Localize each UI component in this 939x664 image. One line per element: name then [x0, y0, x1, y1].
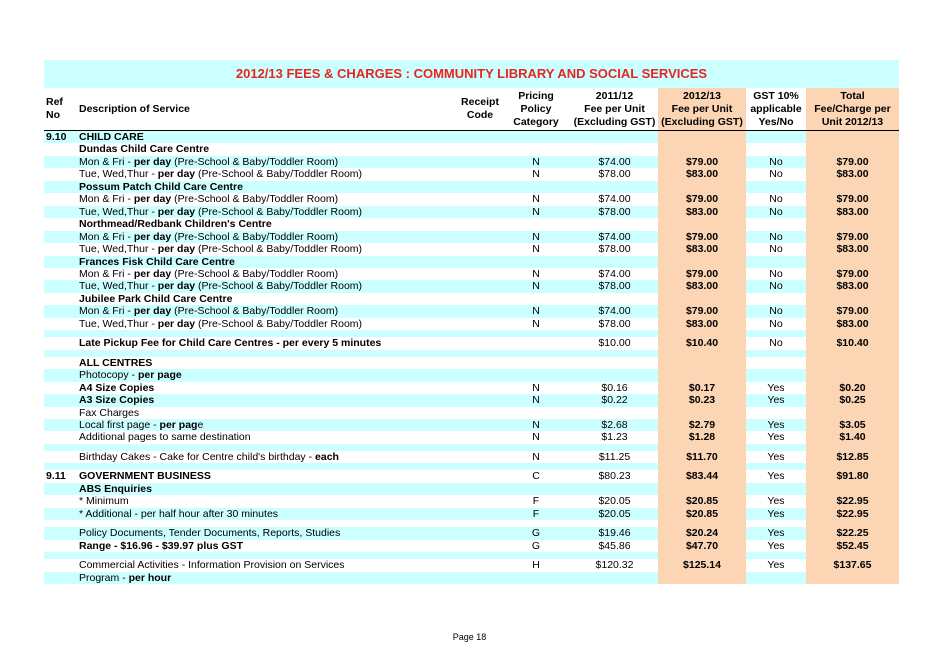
fee-row: [44, 193, 899, 205]
total-cell: $83.00: [806, 280, 899, 292]
total-cell: $79.00: [806, 156, 899, 168]
description-cell: Policy Documents, Tender Documents, Reports, Studies: [75, 527, 459, 539]
description-cell: Program - per hour: [75, 572, 459, 584]
gst-cell: No: [769, 267, 783, 280]
gst-cell: Yes: [746, 508, 806, 520]
fee-2012-cell: $1.28: [658, 431, 746, 443]
fee-2012-cell: $83.00: [658, 206, 746, 218]
description-cell: Tue, Wed,Thur - per day (Pre-School & Baby/Toddler Room): [79, 168, 363, 181]
fee-2012-cell: $10.40: [658, 337, 746, 349]
fee-row: [44, 231, 899, 243]
gst-cell: Yes: [746, 527, 806, 539]
category-cell: N: [501, 156, 571, 168]
description-cell: Frances Fisk Child Care Centre: [75, 256, 459, 268]
fee-2011-cell: $45.86: [598, 539, 631, 552]
subheading-row: [44, 369, 899, 381]
description-cell: Tue, Wed,Thur - per day (Pre-School & Baby/Toddler Room): [79, 243, 363, 256]
fee-2011-cell: $0.22: [571, 394, 658, 406]
description-cell: Northmead/Redbank Children's Centre: [79, 218, 272, 231]
description-cell: Commercial Activities - Information Provision on Services: [79, 559, 345, 572]
fee-row: [44, 280, 899, 292]
total-cell: $79.00: [806, 305, 899, 317]
description-cell: Fax Charges: [79, 406, 140, 419]
fee-2011-cell: $20.05: [571, 508, 658, 520]
fee-2012-cell: $11.70: [658, 451, 746, 463]
description-cell: Tue, Wed,Thur - per day (Pre-School & Baby/Toddler Room): [75, 280, 459, 292]
subheading-row: [44, 293, 899, 305]
fee-row: [44, 305, 899, 317]
subheading-row: [44, 357, 899, 369]
fee-2011-cell: $74.00: [598, 193, 631, 206]
description-cell: Mon & Fri - per day (Pre-School & Baby/Toddler Room): [75, 231, 459, 243]
header-total: Total Fee/Charge per Unit 2012/13: [806, 88, 899, 131]
description-cell: Mon & Fri - per day (Pre-School & Baby/Toddler Room): [75, 156, 459, 168]
page-number: Page 18: [452, 632, 487, 642]
fee-2011-cell: $74.00: [598, 267, 631, 280]
subheading-row: [44, 407, 899, 419]
description-cell: Possum Patch Child Care Centre: [75, 181, 459, 193]
ref-cell: 9.11: [46, 470, 66, 483]
fee-2012-cell: $83.44: [658, 470, 746, 482]
subheading-row: [44, 256, 899, 268]
category-cell: N: [501, 305, 571, 317]
total-cell: $91.80: [806, 470, 899, 482]
spacer-row: [44, 350, 899, 357]
gst-cell: Yes: [767, 559, 785, 572]
fee-2011-cell: $74.00: [571, 305, 658, 317]
category-cell: N: [532, 267, 540, 280]
gst-cell: No: [769, 168, 783, 181]
fee-2012-cell: $20.24: [658, 527, 746, 539]
fee-2012-cell: $83.00: [658, 318, 746, 330]
description-cell: Mon & Fri - per day (Pre-School & Baby/Toddler Room): [79, 267, 339, 280]
fee-2011-cell: $10.00: [598, 337, 631, 350]
category-cell: N: [532, 317, 540, 330]
description-cell: Tue, Wed,Thur - per day (Pre-School & Baby/Toddler Room): [79, 317, 363, 330]
gst-cell: Yes: [767, 381, 785, 394]
fee-2011-cell: $20.05: [598, 495, 631, 508]
description-cell: Local first page - per page: [75, 419, 459, 431]
fee-2012-cell: $83.00: [658, 243, 746, 255]
fee-2011-cell: $11.25: [598, 450, 631, 463]
gst-cell: No: [746, 231, 806, 243]
spacer-row: [44, 463, 899, 470]
fee-2012-cell: $79.00: [658, 305, 746, 317]
description-cell: Mon & Fri - per day (Pre-School & Baby/Toddler Room): [75, 305, 459, 317]
header-ref: Ref No: [44, 88, 75, 131]
fee-row: [44, 508, 899, 520]
fee-row: [44, 431, 899, 443]
total-cell: $10.40: [806, 337, 899, 349]
fee-2012-cell: $0.17: [658, 382, 746, 394]
subheading-row: [44, 218, 899, 230]
category-cell: C: [532, 470, 540, 483]
description-cell: Photocopy - per page: [75, 369, 459, 381]
fee-row: [44, 495, 899, 507]
total-cell: $79.00: [806, 193, 899, 205]
description-cell: Dundas Child Care Centre: [79, 143, 210, 156]
spacer-row: [44, 444, 899, 451]
description-cell: ABS Enquiries: [75, 483, 459, 495]
header-description: Description of Service: [75, 88, 459, 131]
category-cell: N: [501, 280, 571, 292]
gst-cell: No: [746, 206, 806, 218]
total-cell: $52.45: [806, 540, 899, 552]
category-cell: F: [501, 508, 571, 520]
total-cell: $83.00: [806, 243, 899, 255]
total-cell: $83.00: [806, 168, 899, 180]
fee-2012-cell: $83.00: [658, 280, 746, 292]
ref-cell: 9.10: [44, 131, 75, 144]
category-cell: G: [531, 539, 541, 552]
category-cell: N: [532, 193, 540, 206]
description-cell: A4 Size Copies: [79, 381, 155, 394]
fee-2011-cell: $74.00: [571, 156, 658, 168]
fee-row: [44, 540, 899, 552]
fees-sheet: [44, 60, 899, 584]
category-cell: N: [501, 394, 571, 406]
category-cell: N: [532, 243, 540, 256]
header-receipt-code: Receipt Code: [459, 88, 501, 131]
total-cell: $79.00: [806, 231, 899, 243]
total-cell: $22.25: [806, 527, 899, 539]
fee-2012-cell: $0.23: [658, 394, 746, 406]
header-fee-2012: 2012/13 Fee per Unit (Excluding GST): [658, 88, 746, 131]
total-cell: $0.25: [806, 394, 899, 406]
fee-2011-cell: $19.46: [571, 527, 658, 539]
fee-row: [44, 168, 899, 180]
category-cell: G: [501, 527, 571, 539]
fee-row: [44, 394, 899, 406]
section-row: [44, 131, 899, 144]
description-cell: Range - $16.96 - $39.97 plus GST: [79, 539, 243, 552]
gst-cell: No: [746, 305, 806, 317]
subheading-row: [44, 181, 899, 193]
fee-row: [44, 419, 899, 431]
description-cell: Tue, Wed,Thur - per day (Pre-School & Baby/Toddler Room): [75, 206, 459, 218]
fee-2012-cell: $47.70: [658, 540, 746, 552]
category-cell: N: [532, 381, 540, 394]
fee-row: [44, 451, 899, 463]
total-cell: $0.20: [806, 382, 899, 394]
subheading-row: [44, 143, 899, 155]
fee-2011-cell: $78.00: [598, 168, 631, 181]
total-cell: $83.00: [806, 206, 899, 218]
description-cell: Additional pages to same destination: [79, 431, 251, 444]
gst-cell: No: [769, 243, 783, 256]
gst-cell: Yes: [767, 495, 785, 508]
fee-row: [44, 559, 899, 571]
category-cell: F: [532, 495, 540, 508]
section-row: [44, 470, 899, 482]
fee-2011-cell: $78.00: [571, 206, 658, 218]
category-cell: N: [532, 450, 540, 463]
subheading-row: [44, 483, 899, 495]
header-row: [44, 88, 899, 131]
total-cell: $137.65: [806, 559, 899, 571]
fees-table: [44, 88, 899, 584]
description-cell: Jubilee Park Child Care Centre: [79, 292, 233, 305]
fee-row: [44, 337, 899, 349]
gst-cell: Yes: [767, 450, 785, 463]
spacer-row: [44, 330, 899, 337]
total-cell: $22.95: [806, 508, 899, 520]
fee-2012-cell: $79.00: [658, 156, 746, 168]
header-fee-2011: 2011/12 Fee per Unit (Excluding GST): [571, 88, 658, 131]
category-cell: N: [532, 168, 540, 181]
fee-2011-cell: $78.00: [598, 243, 631, 256]
header-gst: GST 10% applicable Yes/No: [746, 88, 806, 131]
gst-cell: Yes: [767, 539, 785, 552]
fee-2011-cell: $78.00: [571, 280, 658, 292]
fee-row: [44, 382, 899, 394]
header-pricing-policy: Pricing Policy Category: [501, 88, 571, 131]
total-cell: $79.00: [806, 268, 899, 280]
description-cell: * Additional - per half hour after 30 minutes: [75, 508, 459, 520]
fee-2011-cell: $120.32: [595, 559, 634, 572]
description-cell: Late Pickup Fee for Child Care Centres - per every 5 minutes: [79, 337, 382, 350]
fee-2011-cell: $0.16: [601, 381, 628, 394]
fee-2011-cell: $2.68: [571, 419, 658, 431]
category-cell: N: [501, 206, 571, 218]
total-cell: $1.40: [806, 431, 899, 443]
fee-row: [44, 318, 899, 330]
description-cell: Birthday Cakes - Cake for Centre child's birthday - each: [79, 450, 339, 463]
gst-cell: Yes: [746, 394, 806, 406]
total-cell: $83.00: [806, 318, 899, 330]
category-cell: N: [532, 431, 540, 444]
total-cell: $12.85: [806, 451, 899, 463]
fee-2011-cell: $74.00: [571, 231, 658, 243]
spacer-row: [44, 520, 899, 527]
fee-row: [44, 156, 899, 168]
total-cell: $3.05: [806, 419, 899, 431]
description-cell: Mon & Fri - per day (Pre-School & Baby/Toddler Room): [79, 193, 339, 206]
fee-row: [44, 527, 899, 539]
description-cell: GOVERNMENT BUSINESS: [79, 470, 211, 483]
subheading-row: [44, 572, 899, 584]
fee-2012-cell: $2.79: [658, 419, 746, 431]
fee-2012-cell: $83.00: [658, 168, 746, 180]
gst-cell: No: [769, 193, 783, 206]
fee-2011-cell: $80.23: [598, 470, 631, 483]
fee-2012-cell: $20.85: [658, 495, 746, 507]
total-cell: $22.95: [806, 495, 899, 507]
fee-row: [44, 268, 899, 280]
fee-2012-cell: $125.14: [658, 559, 746, 571]
description-cell: A3 Size Copies: [75, 394, 459, 406]
sheet-title: 2012/13 FEES & CHARGES : COMMUNITY LIBRARY AND SOCIAL SERVICES: [44, 60, 899, 88]
description-cell: ALL CENTRES: [79, 356, 153, 369]
fee-2012-cell: $79.00: [658, 193, 746, 205]
gst-cell: Yes: [746, 419, 806, 431]
fee-2012-cell: $79.00: [658, 231, 746, 243]
category-cell: N: [501, 231, 571, 243]
gst-cell: No: [746, 280, 806, 292]
category-cell: H: [532, 559, 540, 572]
gst-cell: Yes: [767, 431, 785, 444]
gst-cell: No: [769, 317, 783, 330]
fee-row: [44, 206, 899, 218]
fee-2011-cell: $78.00: [598, 317, 631, 330]
gst-cell: Yes: [767, 470, 785, 483]
fee-2012-cell: $79.00: [658, 268, 746, 280]
fee-row: [44, 243, 899, 255]
fee-2012-cell: $20.85: [658, 508, 746, 520]
fee-2011-cell: $1.23: [601, 431, 628, 444]
spacer-row: [44, 552, 899, 559]
description-cell: * Minimum: [79, 495, 129, 508]
gst-cell: No: [769, 337, 783, 350]
gst-cell: No: [746, 156, 806, 168]
category-cell: N: [501, 419, 571, 431]
description-cell: CHILD CARE: [75, 131, 459, 144]
